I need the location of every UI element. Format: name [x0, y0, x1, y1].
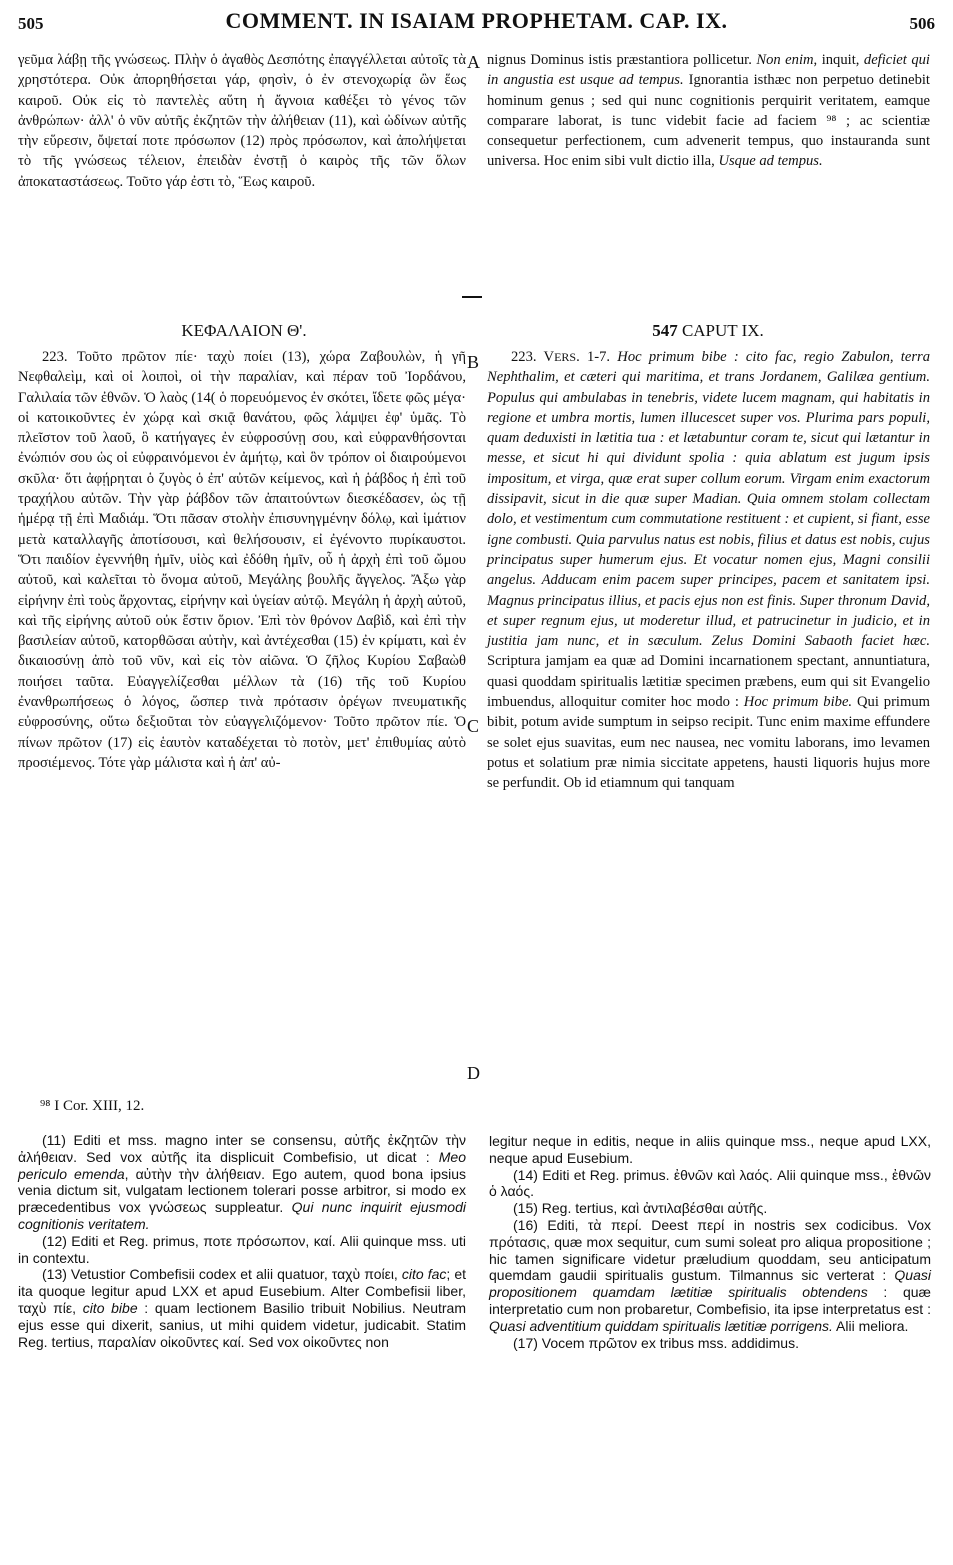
chapter-heading-greek: ΚΕΦΑΛΑΙΟΝ Θ'. — [181, 321, 307, 340]
latin-continuation-text: nignus Dominus istis præstantiora pollicetur. Non enim, inquit, deficiet qui in angustia est usque ad tempus. Ignorantia isthæc non perpetuo detinebit hominum genus ; sed qui nunc cognitionis perquirit veritatem, eamque comparare laborat, is tunc videbit facie ad faciem ⁹⁸ ; ac scientiæ consequetur perfectionem, cum advenerit tempus, quo instauranda sunt universa. Hoc enim sibi vult dictio illa, Usque ad tempus. — [487, 52, 930, 170]
note-13-continued: legitur neque in editis, neque in aliis quinque mss., neque apud LXX, neque apud Eusebium. — [489, 1133, 931, 1166]
notes-left-column — [18, 1132, 466, 1350]
running-title: COMMENT. IN ISAIAM PROPHETAM. CAP. IX. — [225, 8, 728, 33]
margin-letter-a: A — [467, 52, 480, 72]
note-13: (13) Vetustior Combefisii codex et alii quatuor, ταχὺ ποίει, cito fac; et ita quoque legitur apud LXX et apud Eusebium. Alter Combefisii liber, ταχὺ πίε, cito bibe : quam lectionem Basilio tribuit Nobilius. Neutram ejus esse qui dixerit, sanius, ut mihi quidem videtur, judicabit. Statim Reg. tertius, παραλίαν οἰκοῦντες καί. Sed vox οἰκοῦντες non — [18, 1266, 466, 1350]
latin-continuation — [487, 50, 930, 172]
margin-letter-c: C — [467, 716, 480, 736]
page-number-right: 506 — [909, 14, 935, 33]
note-15: (15) Reg. tertius, καὶ ἀντιλαβέσθαι αὐτῆς. — [513, 1200, 768, 1217]
greek-continuation-text: γεῦμα λάβῃ τῆς γνώσεως. Πλὴν ὁ ἀγαθὸς Δεσπότης ἐπαγγέλλεται αὐτοῖς τὰ χρηστότερα. Οὐκ ἀπορηθήσεται γάρ, φησὶν, ὁ ἐν στενοχωρίᾳ ὢν ἕως καιροῦ. Οὐκ εἰς τὸ παντελὲς αὕτη ἡ ἄγνοια καθέξει τὸ γένος τῶν ἀνθρώπων· ἀλλ' ὁ νῦν αὐτῆς ἐκζητῶν τὴν ἀλήθειαν (11), καὶ ὠδίνων αὐτῆς τὴν εὕρεσιν, ὄψεταί ποτε πρόσωπον (12) πρὸς πρόσωπον, καὶ ἀπολήψεται τὸ τῆς γνώσεως τέλειον, ἐπειδὰν ἐνστῇ ὁ καιρὸς τῆς τῶν ὅλων ἀποκαταστάσεως. Τοῦτο γάρ ἐστι τὸ, Ἕως καιροῦ. — [18, 52, 466, 190]
margin-letter-b: B — [467, 352, 480, 372]
note-17: (17) Vocem πρῶτον ex tribus mss. addidimus. — [513, 1334, 799, 1351]
chapter-heading-latin: 547 CAPUT IX. — [652, 321, 764, 340]
note-11: (11) Editi et mss. magno inter se consensu, αὐτῆς ἐκζητῶν τὴν ἀλήθειαν. Sed vox αὐτῆς ita displicuit Combefisio, ut dicat : Meo periculo emenda, αὐτὴν τὴν ἀλήθειαν. Ego autem, quod bona ipsius venia dictum sit, vulgatam lectionem tolerari posse arbitror, si modo ex præcedentibus vox γνώσεως suppleatur. Qui nunc inquirit ejusmodi cognitionis veritatem. — [18, 1132, 466, 1232]
greek-continuation — [18, 50, 466, 192]
latin-main-text: 223. VERS. 1-7. Hoc primum bibe : cito fac, regio Zabulon, terra Nephthalim, et cæteri qui maritima, et trans Jordanem, Galilæa gentium. Populus qui ambulabas in tenebris, videte lucem magnam, qui habitatis in regione et umbra mortis, lumen illucescet super vos. Plurima pars populi, quam deduxisti in lætitia tua : et lætabuntur coram te, sicut qui lætantur in messe, et sicut hi qui dividunt spolia : quia ablatum est jugum ipsis impositum, et virga, quæ erat super collum eorum. Virgam enim exactorum dissipavit, sicut in die quæ super Madian. Quia omnem stolam collectam dolo, et vestimentum cum commutatione restituent : et cupient, si fiant, esse igne combusti. Quia parvulus natus est nobis, filius et datus est nobis, cujus principatus super humerum ejus. Et vocatur nomen ejus, Magni consilii angelus. Adducam enim pacem super principes, pacem et sanitatem ipsi. Magnus principatus illius, et pacis ejus non est finis. Super thronum David, et super regnum ejus, ut moderetur illud, et patrucinetur in judicio, et in justitia jam nunc, et in sæculum. Zelus Domini Sabaoth faciet hæc. Scriptura jamjam ea quæ ad Domini incarnationem spectant, annuntiatura, quasi quoddam spiritualis lætitiæ specimen præbens, eum qui sit Evangelio imbuendus, alloquitur comiter hoc modo : Hoc primum bibe. Qui primum bibit, potum avide sumptum in seipso recipit. Tunc enim maxime effundere se solet ejus suavitas, eum nec nausea, nec vomitu laborans, imo levamen potus et solatium præ nimia siccitate appetens, hausti liquoris hujus more se perfundit. Ob id etiamnum qui tanquam — [487, 349, 930, 792]
note-16: (16) Editi, τὰ περί. Deest περί in nostris sex codicibus. Vox πρότασις, quæ mox sequitur, cum sumi soleat pro aliqua propositione ; hic tamen significare videtur præludium quoddam, seu anticipatum quemdam gaudii spiritualis gustum. Tilmannus sic verterat : Quasi propositionem quamdam lætitiæ spiritualis obtendens : quæ interpretatio cum non probaretur, Combefisio, ita ipse interpretatus est : Quasi adventitium quiddam spiritualis lætitiæ porrigens. Alii meliora. — [489, 1216, 931, 1334]
scripture-footnote: ⁹⁸ I Cor. XIII, 12. — [40, 1098, 145, 1114]
chapter-number: 547 — [652, 321, 678, 340]
page-number-left: 505 — [18, 14, 44, 33]
divider-rule — [462, 296, 482, 298]
latin-main-column — [487, 347, 930, 794]
note-14: (14) Editi et Reg. primus. ἐθνῶν καὶ λαός. Alii quinque mss., ἐθνῶν ὁ λαός. — [489, 1166, 931, 1200]
greek-main-text: 223. Τοῦτο πρῶτον πίε· ταχὺ ποίει (13), χώρα Ζαβουλὼν, ἡ γῆ Νεφθαλεὶμ, καὶ οἱ λοιποὶ, οἱ τὴν παραλίαν, καὶ πέραν τοῦ Ἰορδάνου, Γαλιλαία τῶν ἐθνῶν. Ὁ λαὸς (14( ὁ πορευόμενος ἐν σκότει, ἴδετε φῶς μέγα· οἱ κατοικοῦντες ἐν χώρᾳ καὶ σκιᾷ θανάτου, φῶς λάμψει ἐφ' ὑμᾶς. Τὸ πλεῖστον τοῦ λαοῦ, ὃ κατήγαγες ἐν εὐφροσύνῃ σου, καὶ εὐφρανθήσονται ἐνώπιόν σου ὡς οἱ εὐφραινόμενοι ἐν ἀμήτῳ, καὶ ὃν τρόπον οἱ διαιρούμενοι σκῦλα· ὅτι ἀφῄρηται ὁ ζυγὸς ὁ ἐπ' αὐτῶν κείμενος, καὶ ἡ ῥάβδος ἡ ἐπὶ τοῦ τραχήλου αὐτῶν. Τὴν γὰρ ῥάβδον τῶν ἀπαιτούντων διεσκέδασεν, ὡς τῇ ἡμέρᾳ τῇ ἐπὶ Μαδιάμ. Ὅτι πᾶσαν στολὴν ἐπισυνηγμένην δόλῳ, καὶ ἱμάτιον μετὰ καταλλαγῆς ἀποτίσουσι, καὶ θελήσουσιν, εἰ ἐγένοντο πυρίκαυστοι. Ὅτι παιδίον ἐγεννήθη ἡμῖν, υἱὸς καὶ ἐδόθη ἡμῖν, οὗ ἡ ἀρχὴ ἐπὶ τοῦ ὤμου αὐτοῦ, καὶ καλεῖται τὸ ὄνομα αὐτοῦ, Μεγάλης βουλῆς ἄγγελος. Ἄξω γὰρ εἰρήνην ἐπὶ τοὺς ἄρχοντας, εἰρήνην καὶ ὑγείαν αὐτῷ. Μεγάλη ἡ ἀρχὴ αὐτοῦ, καὶ τῆς εἰρήνης αὐτοῦ οὐκ ἔστιν ὅριον. Ἐπὶ τὸν θρόνον Δαβὶδ, καὶ ἐπὶ τὴν βασιλείαν αὐτοῦ, κατορθῶσαι αὐτὴν, καὶ ἀντέχεσθαι (15) ἐν κρίματι, καὶ ἐν δικαιοσύνῃ ἀπὸ τοῦ νῦν, καὶ εἰς τὸν αἰῶνα. Ὁ ζῆλος Κυρίου Σαβαὼθ ποιήσει ταῦτα. Εὐαγγελίζεσθαι μέλλων τὰ (16) τῆς τοῦ Κυρίου ἐνανθρωπήσεως ὁ λόγος, ὥσπερ τινὰ πρότασιν ὀρέγων πνευματικῆς εὐφροσύνης, οὕτω δεξιοῦται τὸν εὐαγγελιζόμενον· Τοῦτο πρῶτον πίε. Ὁ πίνων πρῶτον (17) εἰς ἑαυτὸν καταδέχεται τὸ ποτὸν, μετ' ἐπιθυμίας αὐτὸ προσιέμενος. Τότε γὰρ μάλιστα καὶ ἡ ἀπ' αὐ- — [18, 349, 466, 771]
margin-letter-d: D — [467, 1063, 480, 1083]
note-12: (12) Editi et Reg. primus, ποτε πρόσωπον, καί. Alii quinque mss. uti in contextu. — [18, 1232, 466, 1266]
running-header — [18, 8, 935, 38]
notes-right-column — [489, 1133, 931, 1351]
greek-main-column — [18, 347, 466, 773]
